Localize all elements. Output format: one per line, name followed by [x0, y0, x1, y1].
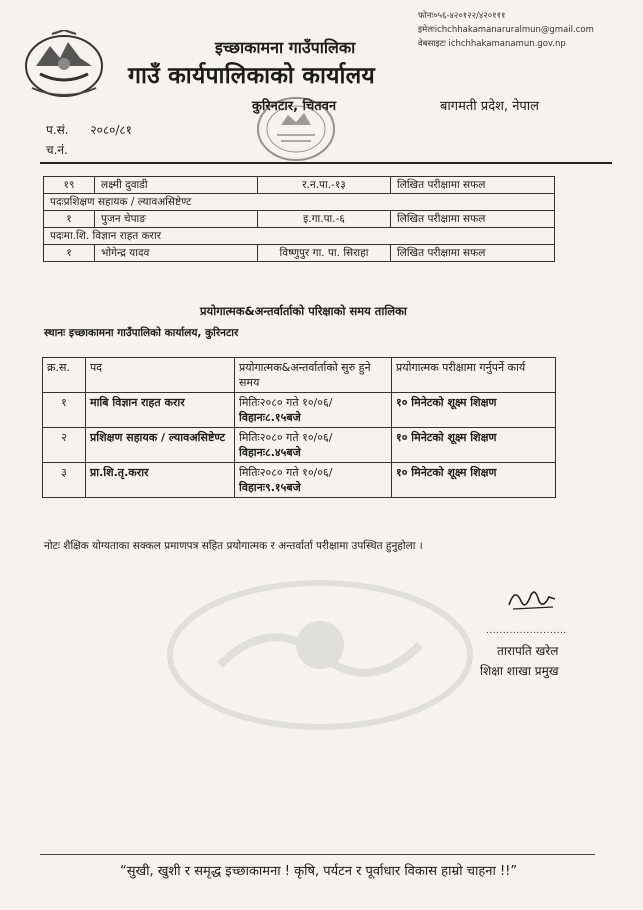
schedule-post: प्रशिक्षण सहायक / ल्यावअसिष्टेण्ट	[86, 428, 235, 463]
schedule-time: विहानः८.४५बजे	[239, 446, 301, 459]
result-name: भोगेन्द्र यादव	[95, 245, 258, 262]
result-name: पुजन चेपाङ	[95, 211, 258, 228]
column-header: प्रयोगात्मक&अन्तर्वार्ताको सुरु हुने समय	[235, 358, 392, 393]
contact-phone: फोनः०५६-४२०१२२/४२०१११	[418, 11, 506, 21]
schedule-time: विहानः९.१५बजे	[239, 481, 301, 494]
schedule-sn: ३	[43, 463, 86, 498]
table-row	[43, 393, 556, 428]
result-address: विष्णुपुर गा. पा. सिराहा	[258, 245, 391, 262]
schedule-datetime	[235, 428, 392, 463]
column-header: पद	[86, 358, 235, 393]
office-stamp	[255, 95, 337, 163]
schedule-task: १० मिनेटको शूक्ष्म शिक्षण	[392, 428, 556, 463]
header-divider	[40, 162, 612, 164]
result-name: लक्ष्मी दुवाडी	[95, 177, 258, 194]
signatory-name: तारापति खरेल	[497, 644, 559, 658]
footer-divider	[40, 854, 595, 855]
table-row	[44, 194, 555, 211]
result-status: लिखित परीक्षामा सफल	[391, 245, 555, 262]
post-heading: पदःप्रशिक्षण सहायक / ल्यावअसिष्टेण्ट	[44, 194, 555, 211]
table-row	[43, 428, 556, 463]
contact-website: वेबसाइटः ichchhakamanamun.gov.np	[418, 39, 566, 49]
result-status: लिखित परीक्षामा सफल	[391, 177, 555, 194]
table-row	[44, 228, 555, 245]
handwritten-signature	[505, 583, 559, 617]
office-location: कुरिनटार, चितवन	[252, 99, 337, 114]
column-header: क्र.स.	[43, 358, 86, 393]
schedule-post: प्रा.शि.तृ.करार	[86, 463, 235, 498]
org-title: गाउँ कार्यपालिकाको कार्यालय	[128, 63, 375, 89]
contact-email: इमेलःichchhakamanaruralmun@gmail.com	[418, 25, 594, 35]
ref-label: प.सं.	[46, 123, 69, 137]
province-label: बागमती प्रदेश, नेपाल	[440, 99, 539, 114]
schedule-datetime	[235, 393, 392, 428]
result-sn: १	[44, 211, 95, 228]
post-heading: पदःमा.शि. विज्ञान राहत करार	[44, 228, 555, 245]
signatory-title: शिक्षा शाखा प्रमुख	[480, 664, 559, 678]
schedule-title: प्रयोगात्मक&अन्तर्वार्ताको परिक्षाको समय तालिका	[200, 304, 407, 318]
schedule-post: माबि विज्ञान राहत करार	[86, 393, 235, 428]
table-header-row	[43, 358, 556, 393]
ref-value: २०८०/८१	[90, 123, 132, 137]
notice-note: नोटः शैक्षिक योग्यताका सक्कल प्रमाणपत्र सहित प्रयोगात्मक र अन्तर्वार्ता परीक्षामा उपस्थित हुनुहोला ।	[44, 540, 423, 552]
signature-line: ........................	[486, 626, 567, 636]
footer-slogan: “सुखी, खुशी र समृद्ध इच्छाकामना ! कृषि, पर्यटन र पूर्वाधार विकास हाम्रो चाहना !!”	[120, 864, 518, 879]
table-row	[44, 211, 555, 228]
schedule-task: १० मिनेटको शूक्ष्म शिक्षण	[392, 463, 556, 498]
result-address: र.न.पा.-१३	[258, 177, 391, 194]
table-row	[44, 245, 555, 262]
schedule-date: मितिः२०८० गते १०/०६/	[239, 431, 333, 444]
dispatch-label: च.नं.	[46, 143, 68, 157]
schedule-date: मितिः२०८० गते १०/०६/	[239, 466, 333, 479]
ref-number-row	[46, 121, 132, 138]
schedule-table	[42, 357, 556, 498]
schedule-time: विहानः८.१५बजे	[239, 411, 301, 424]
result-sn: १	[44, 245, 95, 262]
schedule-datetime	[235, 463, 392, 498]
table-row	[44, 177, 555, 194]
watermark-emblem	[160, 575, 480, 735]
table-row	[43, 463, 556, 498]
result-address: इ.गा.पा.-६	[258, 211, 391, 228]
schedule-date: मितिः२०८० गते १०/०६/	[239, 396, 333, 409]
result-status: लिखित परीक्षामा सफल	[391, 211, 555, 228]
schedule-sn: २	[43, 428, 86, 463]
column-header: प्रयोगात्मक परीक्षामा गर्नुपर्ने कार्य	[392, 358, 556, 393]
schedule-sn: १	[43, 393, 86, 428]
schedule-venue: स्थानः इच्छाकामना गाउँपालिको कार्यालय, कुरिनटार	[44, 327, 239, 339]
result-sn: १९	[44, 177, 95, 194]
results-table	[43, 176, 555, 262]
nepal-emblem-logo	[22, 30, 106, 100]
schedule-task: १० मिनेटको शूक्ष्म शिक्षण	[392, 393, 556, 428]
org-subtitle: इच्छाकामना गाउँपालिका	[215, 38, 356, 57]
